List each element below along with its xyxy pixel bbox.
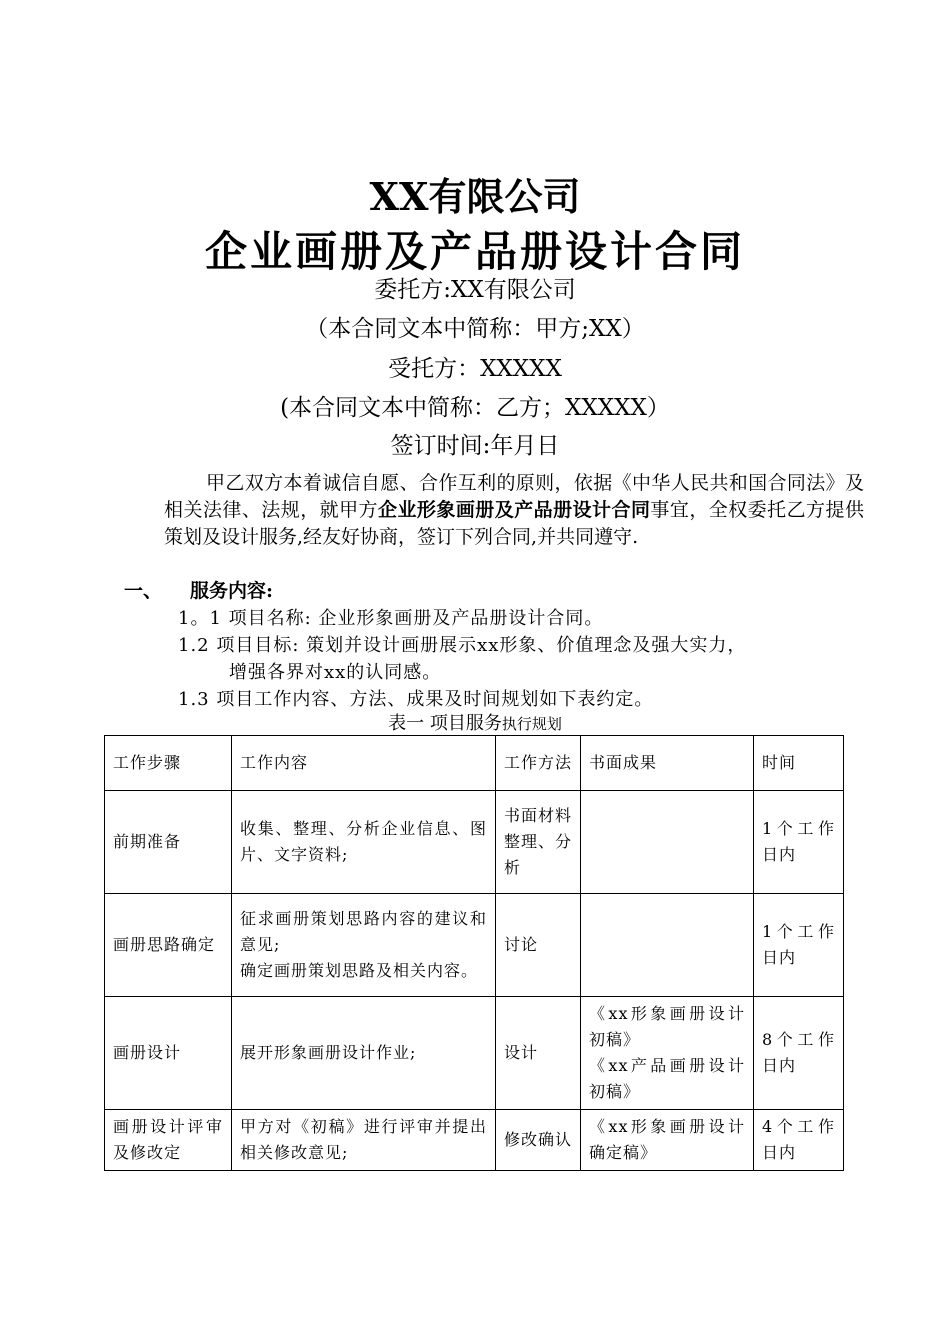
section-number: 一、 (124, 580, 163, 602)
cell-time: 1个工作日内 (754, 894, 844, 997)
table-row (105, 1110, 844, 1171)
intro-text-after: 事宜，全权委托乙方提供策划及设计服务,经友好协商，签订下列合同,并共同遵守. (164, 499, 864, 548)
client-abbr-line: （本合同文本中简称：甲方;XX） (305, 316, 645, 342)
cell-time: 4个工作日内 (754, 1110, 844, 1171)
header-cell-time: 时间 (754, 736, 844, 791)
cell-content: 甲方对《初稿》进行评审并提出相关修改意见; (232, 1110, 496, 1171)
intro-text-before: 甲乙双方本着诚信自愿、合作互利的原则，依据《中华人民共和国合同法》及相关法律、法规，就甲方 (164, 472, 864, 521)
company-title: XX有限公司 (369, 174, 581, 219)
item-1-3: 1.3 项目工作内容、方法、成果及时间规划如下表约定。 (178, 689, 654, 710)
item-1-2-continued: 增强各界对xx的认同感。 (229, 662, 442, 683)
table-caption-main: 表一 项目服务 (388, 713, 502, 734)
cell-time: 1个工作日内 (754, 791, 844, 894)
cell-deliverable: 《xx形象画册设计初稿》 《xx产品画册设计初稿》 (581, 997, 754, 1110)
cell-method: 讨论 (496, 894, 581, 997)
cell-method: 设计 (496, 997, 581, 1110)
table-row (105, 997, 844, 1110)
cell-time: 8个工作日内 (754, 997, 844, 1110)
cell-step: 前期准备 (105, 791, 232, 894)
cell-method: 修改确认 (496, 1110, 581, 1171)
cell-content: 征求画册策划思路内容的建议和意见; 确定画册策划思路及相关内容。 (232, 894, 496, 997)
cell-deliverable (581, 791, 754, 894)
cell-step: 画册思路确定 (105, 894, 232, 997)
sign-date-line: 签订时间:年月日 (390, 433, 560, 459)
cell-deliverable: 《xx形象画册设计确定稿》 (581, 1110, 754, 1171)
header-cell-deliverable: 书面成果 (581, 736, 754, 791)
client-line: 委托方:XX有限公司 (374, 277, 576, 303)
cell-content: 展开形象画册设计作业; (232, 997, 496, 1110)
table-row (105, 894, 844, 997)
contract-title: 企业画册及产品册设计合同 (204, 227, 745, 276)
contractor-abbr-line: (本合同文本中简称：乙方；XXXXX） (280, 395, 670, 421)
item-1-2: 1.2 项目目标: 策划并设计画册展示xx形象、价值理念及强大实力， (178, 635, 747, 656)
cell-step: 画册设计评审及修改定 (105, 1110, 232, 1171)
intro-paragraph (164, 470, 864, 551)
cell-method: 书面材料 整理、分析 (496, 791, 581, 894)
contractor-line: 受托方：XXXXX (388, 356, 562, 382)
table-row (105, 791, 844, 894)
section-heading (124, 578, 273, 605)
header-cell-content: 工作内容 (232, 736, 496, 791)
header-cell-method: 工作方法 (496, 736, 581, 791)
section-title: 服务内容: (190, 580, 274, 602)
table-caption-small: 执行规划 (501, 715, 562, 733)
cell-content: 收集、整理、分析企业信息、图片、文字资料; (232, 791, 496, 894)
cell-deliverable (581, 894, 754, 997)
header-cell-step: 工作步骤 (105, 736, 232, 791)
cell-step: 画册设计 (105, 997, 232, 1110)
table-caption (0, 711, 950, 737)
intro-text-bold: 企业形象画册及产品册设计合同 (378, 499, 651, 521)
table-header-row (105, 736, 844, 791)
item-1-1: 1。1 项目名称: 企业形象画册及产品册设计合同。 (178, 608, 604, 629)
service-plan-table (104, 735, 844, 1171)
